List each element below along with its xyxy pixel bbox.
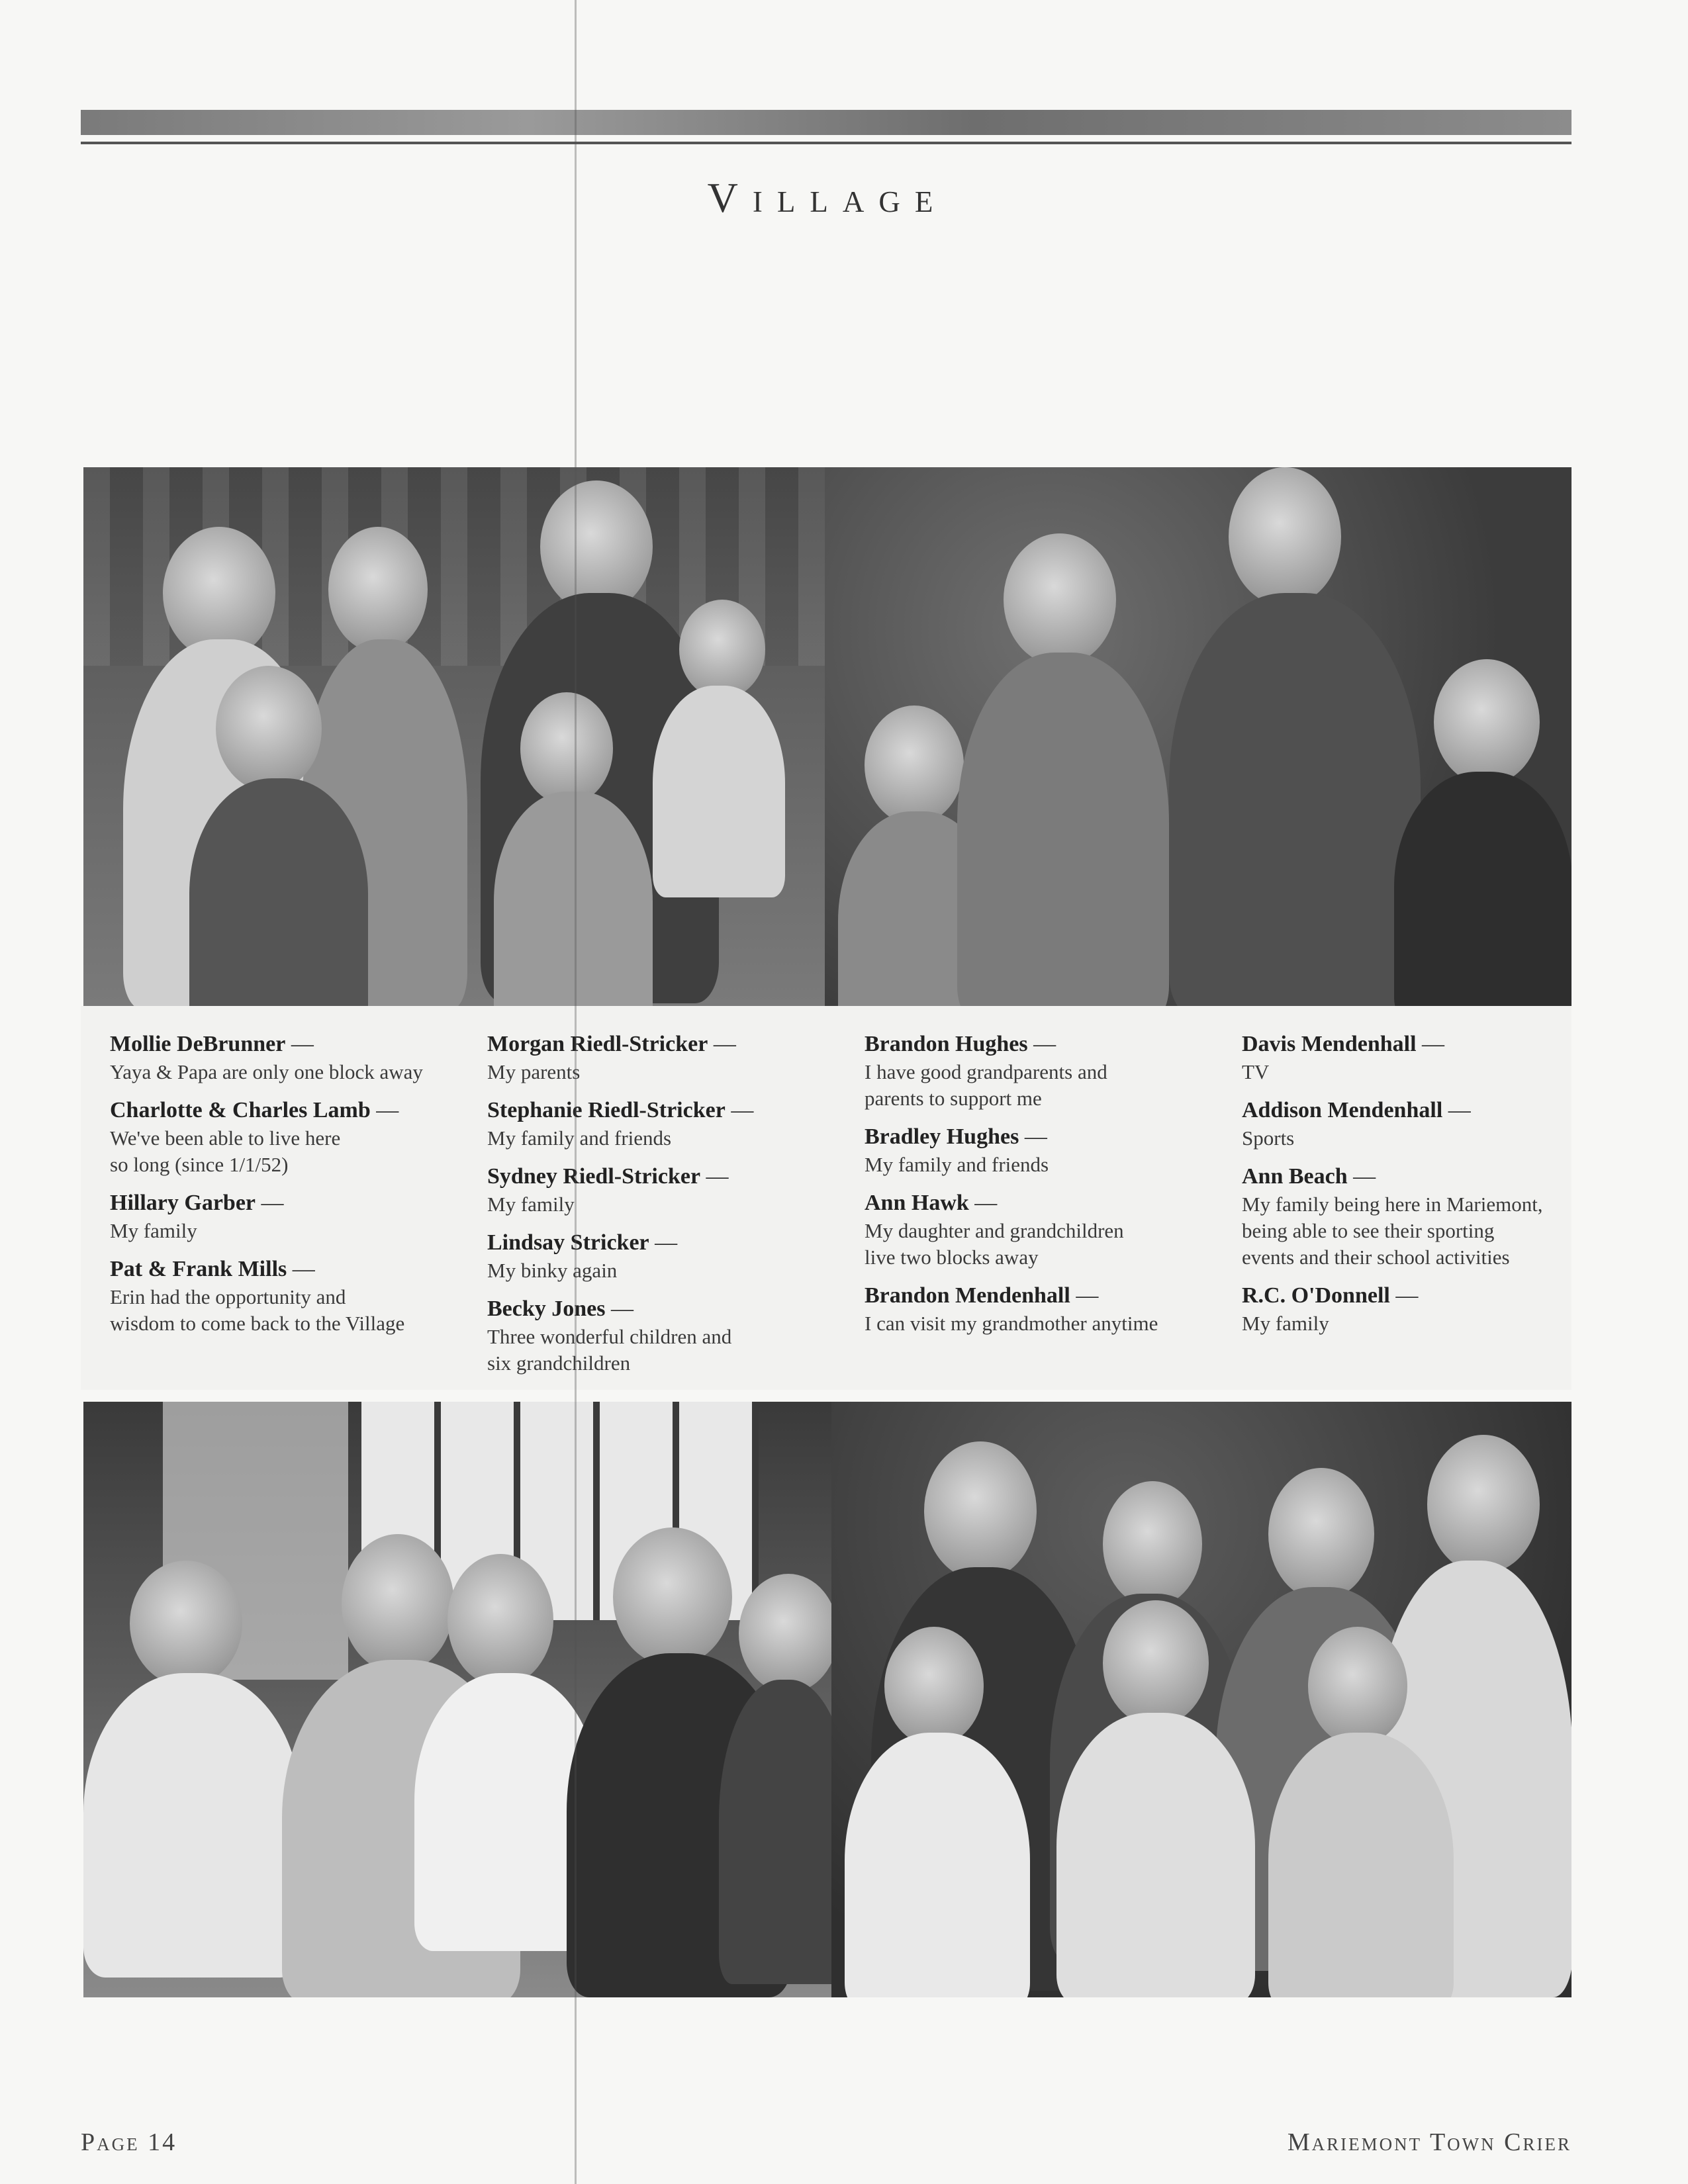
- captions-panel: [81, 1006, 1571, 1390]
- caption-entry: [110, 1030, 467, 1085]
- family-photo-2: [825, 467, 1571, 1007]
- caption-column-3: [865, 1030, 1222, 1347]
- header-rule: [81, 142, 1571, 144]
- caption-text: Sports: [1242, 1126, 1295, 1150]
- caption-name: Addison Mendenhall —: [1242, 1096, 1599, 1125]
- caption-text: We've been able to live here so long (since 1/1/52): [110, 1126, 341, 1176]
- caption-name: Sydney Riedl-Stricker —: [487, 1162, 845, 1191]
- caption-text: TV: [1242, 1060, 1270, 1083]
- caption-name: Morgan Riedl-Stricker —: [487, 1030, 845, 1059]
- caption-entry: [487, 1162, 845, 1218]
- caption-column-2: [487, 1030, 845, 1387]
- caption-entry: [1242, 1162, 1599, 1271]
- caption-text: My family and friends: [487, 1126, 672, 1150]
- scan-fold-line: [575, 0, 577, 2184]
- caption-entry: [110, 1189, 467, 1244]
- caption-entry: [110, 1255, 467, 1337]
- caption-text: My binky again: [487, 1259, 618, 1282]
- caption-name: Lindsay Stricker —: [487, 1228, 845, 1257]
- caption-text: My family: [110, 1219, 197, 1242]
- caption-name: Bradley Hughes —: [865, 1122, 1222, 1152]
- caption-text: My family: [1242, 1312, 1329, 1335]
- caption-entry: [865, 1281, 1222, 1337]
- caption-column-4: [1242, 1030, 1599, 1347]
- caption-entry: [487, 1030, 845, 1085]
- caption-text: I have good grandparents and parents to support me: [865, 1060, 1107, 1110]
- family-photo-3: [83, 1402, 831, 1997]
- caption-entry: [1242, 1281, 1599, 1337]
- caption-entry: [487, 1228, 845, 1284]
- caption-text: My family: [487, 1193, 575, 1216]
- caption-column-1: [110, 1030, 467, 1347]
- header-bar: [81, 110, 1571, 135]
- caption-text: Erin had the opportunity and wisdom to come back to the Village: [110, 1285, 405, 1335]
- caption-name: Charlotte & Charles Lamb —: [110, 1096, 467, 1125]
- caption-text: My family and friends: [865, 1153, 1049, 1176]
- caption-name: Hillary Garber —: [110, 1189, 467, 1218]
- caption-name: R.C. O'Donnell —: [1242, 1281, 1599, 1310]
- publication-name: Mariemont Town Crier: [1287, 2128, 1571, 2156]
- family-photo-4: [831, 1402, 1571, 1997]
- caption-entry: [865, 1122, 1222, 1178]
- caption-entry: [865, 1030, 1222, 1112]
- page-title: Village: [707, 174, 948, 221]
- caption-name: Stephanie Riedl-Stricker —: [487, 1096, 845, 1125]
- caption-entry: [487, 1295, 845, 1377]
- caption-text: I can visit my grandmother anytime: [865, 1312, 1158, 1335]
- caption-entry: [1242, 1096, 1599, 1152]
- caption-name: Mollie DeBrunner —: [110, 1030, 467, 1059]
- caption-text: Yaya & Papa are only one block away: [110, 1060, 423, 1083]
- caption-name: Brandon Hughes —: [865, 1030, 1222, 1059]
- caption-entry: [1242, 1030, 1599, 1085]
- caption-name: Ann Hawk —: [865, 1189, 1222, 1218]
- caption-entry: [487, 1096, 845, 1152]
- caption-name: Ann Beach —: [1242, 1162, 1599, 1191]
- caption-name: Becky Jones —: [487, 1295, 845, 1324]
- caption-text: My parents: [487, 1060, 581, 1083]
- caption-text: Three wonderful children and six grandchildren: [487, 1325, 732, 1375]
- page-number: Page 14: [81, 2128, 177, 2156]
- caption-name: Davis Mendenhall —: [1242, 1030, 1599, 1059]
- caption-entry: [865, 1189, 1222, 1271]
- caption-name: Pat & Frank Mills —: [110, 1255, 467, 1284]
- caption-text: My daughter and grandchildren live two blocks away: [865, 1219, 1124, 1269]
- caption-text: My family being here in Mariemont, being able to see their sporting events and their school activities: [1242, 1193, 1543, 1269]
- family-photo-1: [83, 467, 825, 1007]
- caption-entry: [110, 1096, 467, 1178]
- caption-name: Brandon Mendenhall —: [865, 1281, 1222, 1310]
